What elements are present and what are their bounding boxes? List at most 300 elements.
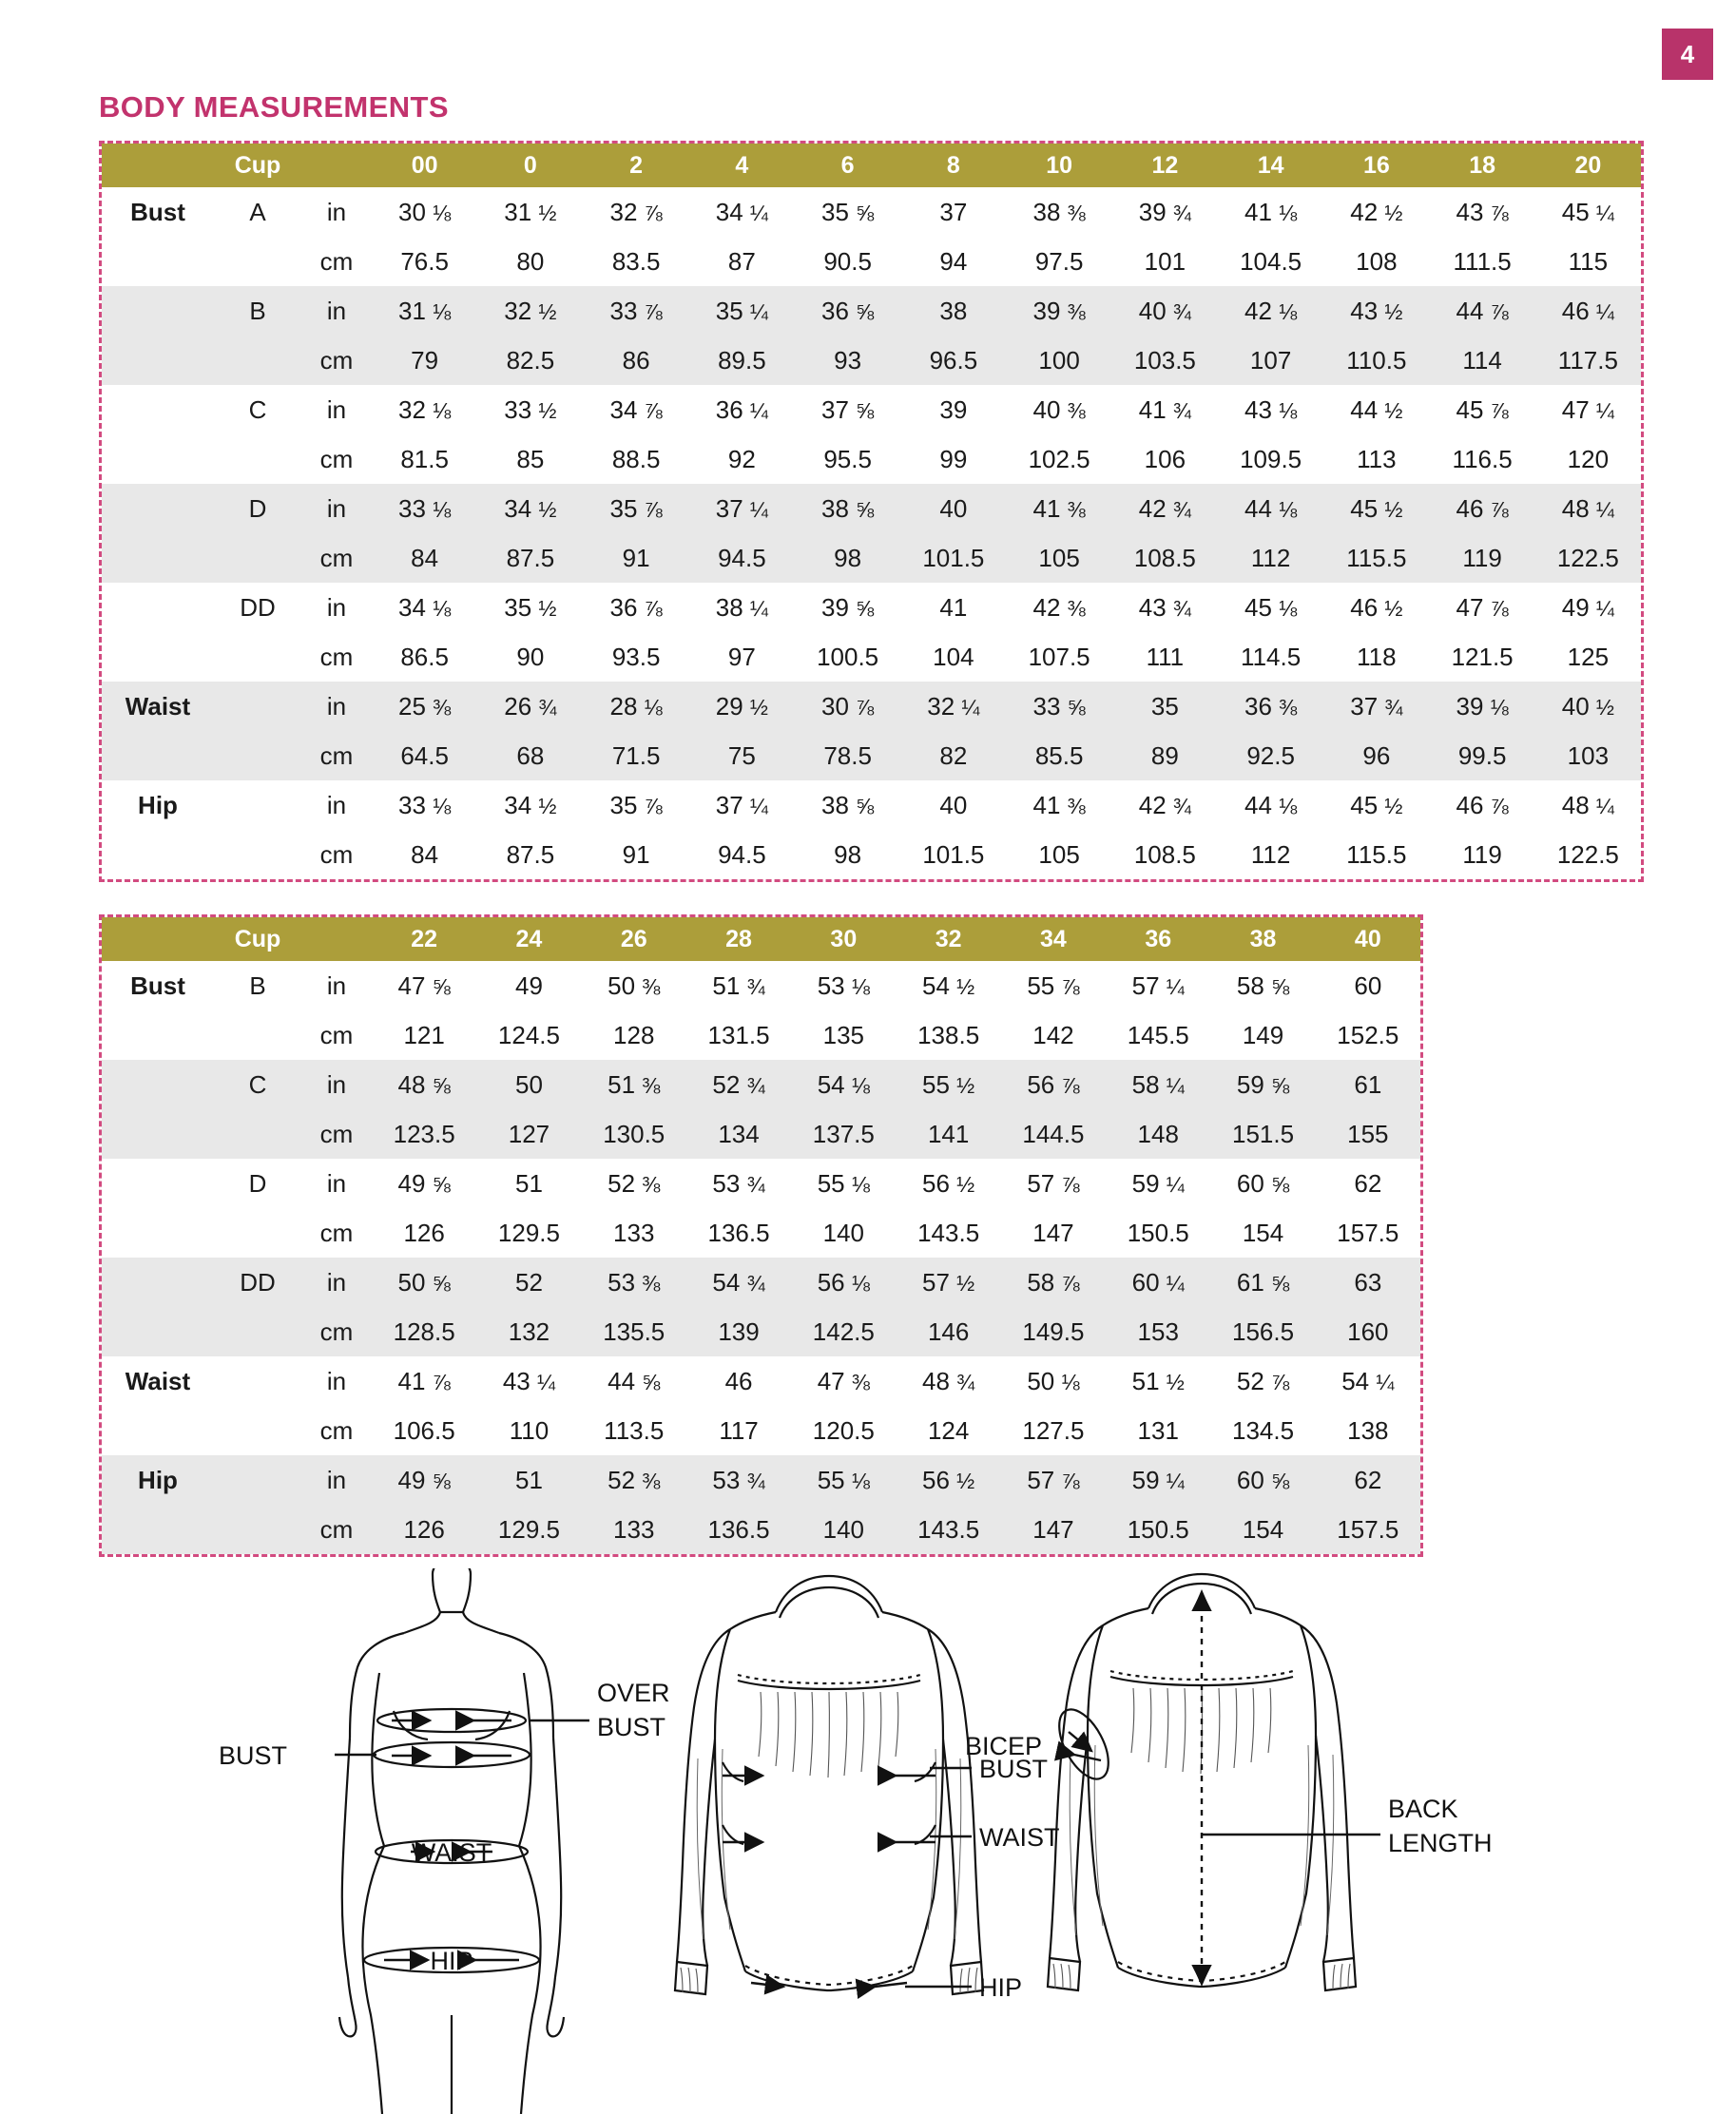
cell-value: 48 ¼ [1535, 780, 1641, 830]
cell-value: 29 ½ [689, 682, 795, 731]
cell-value: 52 ⅞ [1210, 1356, 1315, 1406]
cell-value: 120.5 [791, 1406, 896, 1455]
cell-value: 31 ½ [477, 187, 583, 237]
body-figure-labels [219, 1679, 670, 1975]
cell-value: 41 [900, 583, 1006, 632]
cell-cup [214, 237, 301, 286]
cell-value: 80 [477, 237, 583, 286]
table-row [102, 682, 1641, 731]
cell-unit: cm [301, 830, 372, 879]
cell-value: 105 [1007, 533, 1112, 583]
label-back-length-line1: BACK [1388, 1795, 1458, 1823]
cell-value: 119 [1430, 533, 1535, 583]
cell-value: 46 [686, 1356, 791, 1406]
cell-value: 106 [1112, 434, 1218, 484]
cell-value: 102.5 [1007, 434, 1112, 484]
cell-value: 33 ⅝ [1007, 682, 1112, 731]
cell-value: 41 ⅜ [1007, 484, 1112, 533]
cell-value: 90.5 [795, 237, 900, 286]
cell-value: 34 ⅞ [584, 385, 689, 434]
cell-value: 51 ⅜ [582, 1060, 686, 1109]
cell-value: 156.5 [1210, 1307, 1315, 1356]
cell-value: 57 ⅞ [1001, 1455, 1106, 1505]
cell-value: 55 ⅛ [791, 1455, 896, 1505]
cell-value: 89 [1112, 731, 1218, 780]
cell-group [102, 1406, 214, 1455]
cell-value: 84 [372, 830, 477, 879]
cell-value: 37 [900, 187, 1006, 237]
cell-value: 85 [477, 434, 583, 484]
back-length-arrow-top [1196, 1589, 1207, 1603]
column-header-size-20: 20 [1535, 144, 1641, 187]
cell-group: Hip [102, 1455, 214, 1505]
cell-value: 30 ⅞ [795, 682, 900, 731]
column-header-size-40: 40 [1316, 917, 1420, 961]
cell-value: 32 ¼ [900, 682, 1006, 731]
cell-value: 150.5 [1106, 1208, 1210, 1258]
label-bicep: BICEP [964, 1732, 1042, 1760]
cell-value: 50 ⅛ [1001, 1356, 1106, 1406]
cell-value: 38 [900, 286, 1006, 336]
cell-group [102, 237, 214, 286]
cell-value: 107 [1218, 336, 1323, 385]
cell-value: 154 [1210, 1505, 1315, 1554]
table-row [102, 385, 1641, 434]
column-header-size-28: 28 [686, 917, 791, 961]
cell-value: 39 ⅛ [1430, 682, 1535, 731]
label-bust-garment-front: BUST [979, 1755, 1049, 1783]
cell-value: 38 ⅝ [795, 484, 900, 533]
cell-value: 33 ⅛ [372, 484, 477, 533]
cell-group [102, 1258, 214, 1307]
cell-cup: D [214, 1159, 301, 1208]
column-header-size-10: 10 [1007, 144, 1112, 187]
cell-value: 93.5 [584, 632, 689, 682]
cell-value: 32 ⅞ [584, 187, 689, 237]
column-header-size-00: 00 [372, 144, 477, 187]
cell-value: 117.5 [1535, 336, 1641, 385]
cell-value: 31 ⅛ [372, 286, 477, 336]
cell-unit: in [301, 385, 372, 434]
cell-unit: cm [301, 1307, 372, 1356]
cell-value: 128.5 [372, 1307, 476, 1356]
cell-value: 112 [1218, 533, 1323, 583]
cell-value: 150.5 [1106, 1505, 1210, 1554]
cell-value: 149.5 [1001, 1307, 1106, 1356]
cell-cup [214, 1010, 301, 1060]
cell-value: 38 ⅝ [795, 780, 900, 830]
table-1-head [102, 144, 1641, 187]
table-row [102, 237, 1641, 286]
cell-value: 39 [900, 385, 1006, 434]
cell-value: 45 ⅛ [1218, 583, 1323, 632]
cell-value: 92.5 [1218, 731, 1323, 780]
cell-value: 33 ½ [477, 385, 583, 434]
cell-unit: cm [301, 1505, 372, 1554]
cell-value: 99 [900, 434, 1006, 484]
cell-value: 48 ¼ [1535, 484, 1641, 533]
cell-value: 33 ⅛ [372, 780, 477, 830]
cell-value: 42 ⅜ [1007, 583, 1112, 632]
column-header-size-12: 12 [1112, 144, 1218, 187]
cell-value: 57 ½ [896, 1258, 1000, 1307]
cell-value: 48 ⅝ [372, 1060, 476, 1109]
cell-value: 55 ⅛ [791, 1159, 896, 1208]
cell-value: 41 ⅛ [1218, 187, 1323, 237]
cell-value: 144.5 [1001, 1109, 1106, 1159]
cell-group [102, 286, 214, 336]
cell-value: 32 ½ [477, 286, 583, 336]
cell-value: 123.5 [372, 1109, 476, 1159]
cell-cup: B [214, 286, 301, 336]
column-header-group [102, 144, 214, 187]
cell-value: 57 ¼ [1106, 961, 1210, 1010]
cell-value: 97 [689, 632, 795, 682]
cell-value: 119 [1430, 830, 1535, 879]
cell-value: 44 ⅝ [582, 1356, 686, 1406]
cell-value: 56 ⅞ [1001, 1060, 1106, 1109]
cell-value: 35 ⅞ [584, 780, 689, 830]
cell-value: 37 ¼ [689, 780, 795, 830]
column-header-unit [301, 144, 372, 187]
cell-value: 140 [791, 1208, 896, 1258]
label-over-bust-line2: BUST [597, 1713, 666, 1741]
cell-value: 42 ⅛ [1218, 286, 1323, 336]
cell-value: 28 ⅛ [584, 682, 689, 731]
cell-value: 61 ⅝ [1210, 1258, 1315, 1307]
column-header-size-22: 22 [372, 917, 476, 961]
cell-unit: cm [301, 434, 372, 484]
body-measurements-table-sizes-00-20 [99, 141, 1644, 882]
cell-value: 78.5 [795, 731, 900, 780]
column-header-size-8: 8 [900, 144, 1006, 187]
cell-value: 49 [476, 961, 581, 1010]
cell-value: 36 ¼ [689, 385, 795, 434]
cell-value: 49 ⅝ [372, 1455, 476, 1505]
cell-value: 47 ⅞ [1430, 583, 1535, 632]
cell-unit: in [301, 187, 372, 237]
cell-value: 108.5 [1112, 533, 1218, 583]
cell-value: 37 ¼ [689, 484, 795, 533]
cell-unit: cm [301, 632, 372, 682]
column-header-size-18: 18 [1430, 144, 1535, 187]
cell-value: 109.5 [1218, 434, 1323, 484]
cell-value: 129.5 [476, 1208, 581, 1258]
cell-unit: in [301, 1258, 372, 1307]
cell-unit: cm [301, 336, 372, 385]
cell-value: 42 ½ [1323, 187, 1429, 237]
cell-cup [214, 1505, 301, 1554]
table-row [102, 1109, 1420, 1159]
cell-value: 132 [476, 1307, 581, 1356]
cell-value: 115.5 [1323, 830, 1429, 879]
column-header-size-36: 36 [1106, 917, 1210, 961]
cell-unit: in [301, 682, 372, 731]
cell-value: 46 ⅞ [1430, 484, 1535, 533]
cell-value: 57 ⅞ [1001, 1159, 1106, 1208]
table-row [102, 583, 1641, 632]
cell-value: 113.5 [582, 1406, 686, 1455]
cell-value: 104.5 [1218, 237, 1323, 286]
cell-value: 51 ¾ [686, 961, 791, 1010]
cell-group [102, 583, 214, 632]
cell-value: 50 ⅝ [372, 1258, 476, 1307]
cell-value: 134 [686, 1109, 791, 1159]
garment-front-arrows [723, 1768, 972, 1987]
cell-value: 83.5 [584, 237, 689, 286]
cell-value: 46 ⅞ [1430, 780, 1535, 830]
cell-cup [214, 780, 301, 830]
cell-value: 96.5 [900, 336, 1006, 385]
cell-value: 100 [1007, 336, 1112, 385]
cell-value: 101 [1112, 237, 1218, 286]
cell-value: 124.5 [476, 1010, 581, 1060]
cell-value: 91 [584, 830, 689, 879]
table-row [102, 1258, 1420, 1307]
column-header-size-34: 34 [1001, 917, 1106, 961]
cell-value: 45 ¼ [1535, 187, 1641, 237]
cell-group [102, 632, 214, 682]
label-over-bust-line1: OVER [597, 1679, 670, 1707]
cell-group [102, 434, 214, 484]
cell-value: 43 ¼ [476, 1356, 581, 1406]
cell-value: 50 [476, 1060, 581, 1109]
cell-value: 47 ¼ [1535, 385, 1641, 434]
cell-value: 43 ½ [1323, 286, 1429, 336]
cell-value: 79 [372, 336, 477, 385]
cell-group [102, 484, 214, 533]
cell-value: 148 [1106, 1109, 1210, 1159]
cell-value: 30 ⅛ [372, 187, 477, 237]
cell-unit: in [301, 1159, 372, 1208]
cell-group [102, 1060, 214, 1109]
cell-value: 34 ¼ [689, 187, 795, 237]
cell-value: 60 [1316, 961, 1420, 1010]
cell-value: 45 ½ [1323, 780, 1429, 830]
cell-value: 53 ⅛ [791, 961, 896, 1010]
cell-value: 45 ⅞ [1430, 385, 1535, 434]
cell-group [102, 336, 214, 385]
cell-value: 91 [584, 533, 689, 583]
cell-value: 35 ½ [477, 583, 583, 632]
column-header-size-6: 6 [795, 144, 900, 187]
cell-group [102, 1109, 214, 1159]
cell-unit: cm [301, 1208, 372, 1258]
column-header-unit [301, 917, 372, 961]
cell-unit: in [301, 1060, 372, 1109]
cell-cup [214, 336, 301, 385]
cell-value: 40 ⅜ [1007, 385, 1112, 434]
table-row [102, 1505, 1420, 1554]
cell-value: 127 [476, 1109, 581, 1159]
cell-value: 59 ¼ [1106, 1159, 1210, 1208]
cell-value: 122.5 [1535, 533, 1641, 583]
cell-value: 35 ¼ [689, 286, 795, 336]
cell-value: 43 ¾ [1112, 583, 1218, 632]
cell-value: 93 [795, 336, 900, 385]
cell-value: 53 ⅜ [582, 1258, 686, 1307]
cell-value: 105 [1007, 830, 1112, 879]
cell-value: 44 ⅞ [1430, 286, 1535, 336]
table-row [102, 780, 1641, 830]
cell-value: 145.5 [1106, 1010, 1210, 1060]
cell-value: 36 ⅜ [1218, 682, 1323, 731]
cell-value: 115.5 [1323, 533, 1429, 583]
cell-cup: C [214, 1060, 301, 1109]
cell-value: 44 ½ [1323, 385, 1429, 434]
cell-unit: in [301, 780, 372, 830]
cell-value: 58 ⅝ [1210, 961, 1315, 1010]
table-2-body [102, 961, 1420, 1554]
cell-value: 142 [1001, 1010, 1106, 1060]
cell-group [102, 385, 214, 434]
cell-value: 118 [1323, 632, 1429, 682]
column-header-size-16: 16 [1323, 144, 1429, 187]
cell-cup [214, 1307, 301, 1356]
cell-value: 56 ½ [896, 1455, 1000, 1505]
column-header-size-38: 38 [1210, 917, 1315, 961]
cell-value: 143.5 [896, 1505, 1000, 1554]
cell-group [102, 1010, 214, 1060]
cell-value: 126 [372, 1505, 476, 1554]
cell-group [102, 1505, 214, 1554]
cell-value: 103.5 [1112, 336, 1218, 385]
cell-value: 104 [900, 632, 1006, 682]
cell-cup: A [214, 187, 301, 237]
cell-cup [214, 1109, 301, 1159]
column-header-size-4: 4 [689, 144, 795, 187]
table-2-head [102, 917, 1420, 961]
column-header-size-26: 26 [582, 917, 686, 961]
column-header-size-2: 2 [584, 144, 689, 187]
cell-value: 36 ⅞ [584, 583, 689, 632]
measurement-illustrations [0, 1568, 1736, 2114]
cell-value: 36 ⅝ [795, 286, 900, 336]
table-row [102, 632, 1641, 682]
column-header-cup: Cup [214, 917, 301, 961]
cell-value: 84 [372, 533, 477, 583]
cell-value: 43 ⅞ [1430, 187, 1535, 237]
cell-cup: DD [214, 1258, 301, 1307]
cell-value: 47 ⅝ [372, 961, 476, 1010]
cell-value: 116.5 [1430, 434, 1535, 484]
table-row [102, 1060, 1420, 1109]
cell-value: 111.5 [1430, 237, 1535, 286]
cell-value: 75 [689, 731, 795, 780]
table-row [102, 1406, 1420, 1455]
cell-value: 121 [372, 1010, 476, 1060]
cell-value: 34 ½ [477, 780, 583, 830]
cell-value: 41 ¾ [1112, 385, 1218, 434]
cell-value: 85.5 [1007, 731, 1112, 780]
cell-value: 110 [476, 1406, 581, 1455]
cell-value: 56 ½ [896, 1159, 1000, 1208]
measurements-table-1 [102, 144, 1641, 879]
cell-value: 137.5 [791, 1109, 896, 1159]
garment-front-illustration [675, 1576, 983, 1994]
cell-cup [214, 533, 301, 583]
cell-value: 61 [1316, 1060, 1420, 1109]
cell-value: 33 ⅞ [584, 286, 689, 336]
table-row [102, 1356, 1420, 1406]
cell-group: Bust [102, 961, 214, 1010]
table-row [102, 434, 1641, 484]
cell-value: 35 ⅞ [584, 484, 689, 533]
cell-value: 52 ⅜ [582, 1455, 686, 1505]
cell-value: 98 [795, 830, 900, 879]
cell-value: 63 [1316, 1258, 1420, 1307]
cell-value: 46 ¼ [1535, 286, 1641, 336]
cell-value: 58 ⅞ [1001, 1258, 1106, 1307]
cell-value: 52 ¾ [686, 1060, 791, 1109]
cell-value: 86 [584, 336, 689, 385]
cell-value: 49 ⅝ [372, 1159, 476, 1208]
cell-value: 37 ¾ [1323, 682, 1429, 731]
cell-value: 40 [900, 484, 1006, 533]
illustrations-svg [0, 1568, 1736, 2114]
cell-value: 133 [582, 1208, 686, 1258]
cell-value: 89.5 [689, 336, 795, 385]
cell-value: 108.5 [1112, 830, 1218, 879]
cell-value: 98 [795, 533, 900, 583]
cell-group: Bust [102, 187, 214, 237]
cell-value: 82 [900, 731, 1006, 780]
cell-value: 92 [689, 434, 795, 484]
cell-value: 114 [1430, 336, 1535, 385]
cell-value: 136.5 [686, 1505, 791, 1554]
cell-value: 94 [900, 237, 1006, 286]
cell-value: 96 [1323, 731, 1429, 780]
table-row [102, 1208, 1420, 1258]
column-header-cup: Cup [214, 144, 301, 187]
table-row [102, 1307, 1420, 1356]
cell-value: 42 ¾ [1112, 780, 1218, 830]
cell-group: Hip [102, 780, 214, 830]
cell-value: 81.5 [372, 434, 477, 484]
cell-cup [214, 682, 301, 731]
cell-value: 43 ⅛ [1218, 385, 1323, 434]
cell-value: 110.5 [1323, 336, 1429, 385]
cell-value: 131.5 [686, 1010, 791, 1060]
cell-value: 149 [1210, 1010, 1315, 1060]
body-measurements-table-sizes-22-40 [99, 914, 1423, 1557]
cell-value: 107.5 [1007, 632, 1112, 682]
cell-value: 38 ⅜ [1007, 187, 1112, 237]
cell-value: 45 ½ [1323, 484, 1429, 533]
cell-value: 140 [791, 1505, 896, 1554]
cell-value: 97.5 [1007, 237, 1112, 286]
cell-unit: in [301, 961, 372, 1010]
table-row [102, 731, 1641, 780]
cell-value: 124 [896, 1406, 1000, 1455]
cell-value: 50 ⅜ [582, 961, 686, 1010]
cell-value: 35 [1112, 682, 1218, 731]
cell-unit: in [301, 286, 372, 336]
cell-value: 121.5 [1430, 632, 1535, 682]
cell-value: 130.5 [582, 1109, 686, 1159]
cell-value: 39 ¾ [1112, 187, 1218, 237]
cell-value: 44 ⅛ [1218, 484, 1323, 533]
cell-value: 51 [476, 1159, 581, 1208]
cell-value: 59 ⅝ [1210, 1060, 1315, 1109]
cell-unit: cm [301, 731, 372, 780]
cell-value: 40 [900, 780, 1006, 830]
cell-cup: B [214, 961, 301, 1010]
cell-value: 101.5 [900, 830, 1006, 879]
column-header-size-30: 30 [791, 917, 896, 961]
cell-value: 58 ¼ [1106, 1060, 1210, 1109]
cell-value: 126 [372, 1208, 476, 1258]
